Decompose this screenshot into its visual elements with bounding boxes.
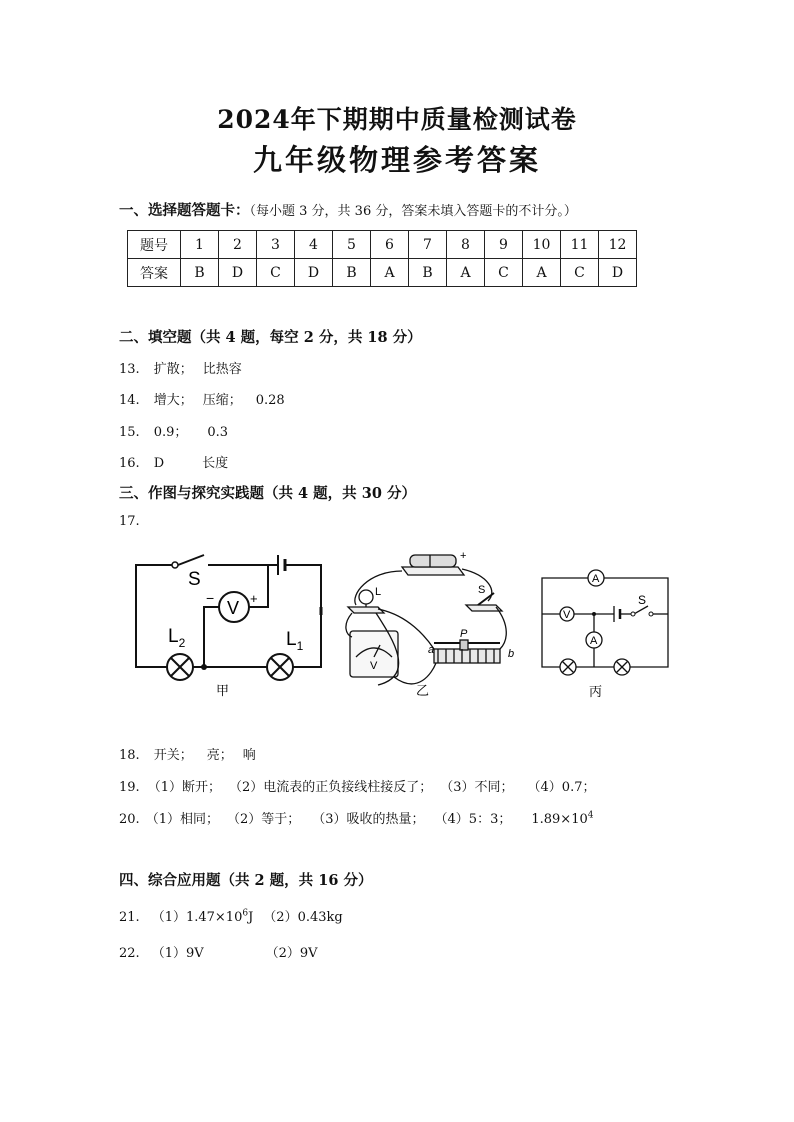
answer-card-table <box>127 230 637 287</box>
table-cell: B <box>409 259 447 287</box>
rheostat-slider <box>460 640 468 650</box>
answer-text: （2）等于； <box>226 812 301 827</box>
answer-text: （3）吸收的热量； <box>312 812 425 827</box>
ammeter-mid-label: A <box>590 635 598 647</box>
junction-dot <box>201 664 207 670</box>
slider-label: P <box>460 628 468 640</box>
wire <box>394 663 436 684</box>
answer-text: 比热容 <box>202 362 242 377</box>
answer-text: 0.3 <box>207 425 229 440</box>
answer-text: （2）电流表的正负接线柱接反了； <box>228 780 433 795</box>
question-number: 15. <box>119 425 140 440</box>
answer-text: （4）5：3； <box>434 812 512 827</box>
voltmeter-label: V <box>563 609 571 621</box>
answer-text: （2）0.43kg <box>263 910 343 925</box>
answer-text: （3）不同； <box>440 780 514 795</box>
answer-text: （1）断开； <box>147 780 221 795</box>
section1-note: （每小题 3 分，共 36 分，答案未填入答题卡的不计分。） <box>249 204 577 219</box>
question-number: 13. <box>119 362 140 377</box>
table-row-numbers <box>128 231 637 259</box>
voltmeter-label: V <box>227 598 240 618</box>
table-row-answers <box>128 259 637 287</box>
switch-blade <box>178 555 204 565</box>
rheostat-end-a: a <box>428 644 435 656</box>
switch-blade <box>634 606 648 614</box>
table-cell: 7 <box>409 231 447 259</box>
answer-text: （1）相同； <box>145 812 219 827</box>
wire <box>204 607 219 667</box>
table-cell: D <box>219 259 257 287</box>
answer-text: 长度 <box>202 456 229 471</box>
table-cell: A <box>523 259 561 287</box>
answer-text: 压缩； <box>202 393 242 408</box>
answer-text: 增大； <box>153 393 193 408</box>
exponent: 4 <box>587 810 594 821</box>
question-number: 18. <box>119 748 140 763</box>
table-cell: A <box>447 259 485 287</box>
answer-text: 0.9； <box>153 425 188 440</box>
exponent: 6 <box>242 908 249 919</box>
question-number: 16. <box>119 456 140 471</box>
answer-text: 响 <box>242 748 256 763</box>
table-cell: 10 <box>523 231 561 259</box>
answer-line-13 <box>119 358 242 377</box>
question-number: 20. <box>119 812 140 827</box>
table-cell: A <box>371 259 409 287</box>
table-cell: C <box>485 259 523 287</box>
table-cell: 2 <box>219 231 257 259</box>
section3-heading: 三、作图与探究实践题（共 4 题，共 30 分） <box>119 485 416 502</box>
switch-contact <box>649 612 653 616</box>
question-number-17: 17. <box>119 514 140 529</box>
answer-unit: J <box>248 910 254 925</box>
answer-line-18 <box>119 744 256 763</box>
table-cell: B <box>181 259 219 287</box>
question-number: 14. <box>119 393 140 408</box>
table-cell: 12 <box>599 231 637 259</box>
question-number: 21. <box>119 910 140 925</box>
table-cell: 4 <box>295 231 333 259</box>
answer-key-title: 九年级物理参考答案 <box>252 143 541 177</box>
lamp-l1-label: $L_1$ <box>286 629 304 653</box>
section1-heading: 一、选择题答题卡： <box>119 202 250 219</box>
exam-title: 2024年下期期中质量检测试卷 <box>217 105 577 134</box>
answer-text: 0.28 <box>255 393 285 408</box>
answer-line-19 <box>119 776 595 795</box>
answer-text: 扩散； <box>153 362 193 377</box>
section1-heading-line <box>119 199 577 220</box>
question-number: 22. <box>119 946 140 961</box>
answer-text: （4）0.7； <box>527 780 596 795</box>
rheostat-end-b: b <box>508 648 515 660</box>
table-cell: B <box>333 259 371 287</box>
table-cell: C <box>561 259 599 287</box>
wire <box>462 569 492 601</box>
voltmeter-face-label: V <box>370 660 378 672</box>
answer-text: （1）9V <box>151 946 204 961</box>
battery-plus: + <box>460 550 467 562</box>
answer-line-22 <box>119 942 318 961</box>
answer-text: （1）1.47×10 <box>151 910 243 925</box>
table-cell: 1 <box>181 231 219 259</box>
caption-jia: 甲 <box>216 683 230 698</box>
table-cell: 9 <box>485 231 523 259</box>
answer-line-16 <box>119 452 228 471</box>
table-cell: 6 <box>371 231 409 259</box>
table-cell: D <box>599 259 637 287</box>
question-number: 19. <box>119 780 140 795</box>
rheostat-coil <box>434 649 500 663</box>
switch-label: S <box>188 569 201 590</box>
wire <box>604 578 668 667</box>
caption-yi: 乙 <box>416 683 430 698</box>
lamp-label: L <box>375 586 382 598</box>
answer-text: D <box>153 456 165 471</box>
junction-dot <box>592 612 596 616</box>
minus-sign: − <box>206 590 215 606</box>
physical-circuit-diagram-yi <box>338 545 528 705</box>
ammeter-top-label: A <box>592 573 600 585</box>
plus-sign: + <box>250 591 258 606</box>
answer-text: 1.89×10 <box>531 812 588 827</box>
table-cell: 3 <box>257 231 295 259</box>
caption-bing: 丙 <box>589 684 603 699</box>
table-cell: 8 <box>447 231 485 259</box>
answer-line-21 <box>119 906 343 925</box>
section4-heading: 四、综合应用题（共 2 题，共 16 分） <box>119 872 373 889</box>
table-cell: C <box>257 259 295 287</box>
answer-text: 亮； <box>206 748 233 763</box>
table-cell: D <box>295 259 333 287</box>
lamp-bulb <box>359 590 373 604</box>
wire <box>290 565 321 667</box>
table-cell: 11 <box>561 231 599 259</box>
wire <box>136 565 178 667</box>
switch-pivot <box>172 562 178 568</box>
lamp-base <box>348 607 384 613</box>
section2-heading: 二、填空题（共 4 题，每空 2 分，共 18 分） <box>119 329 422 346</box>
answer-line-20 <box>119 808 593 827</box>
table-header-cell: 题号 <box>128 231 181 259</box>
lamp-l2-label: $L_2$ <box>168 626 186 650</box>
switch-label: S <box>478 584 486 596</box>
circuit-diagram-bing <box>536 562 686 702</box>
switch-pivot <box>631 612 635 616</box>
wire <box>542 578 588 667</box>
battery-base <box>402 567 464 575</box>
battery-cell <box>410 555 456 567</box>
answer-text: 开关； <box>153 748 193 763</box>
table-header-cell: 答案 <box>128 259 181 287</box>
answer-line-15 <box>119 421 228 440</box>
table-cell: 5 <box>333 231 371 259</box>
switch-label: S <box>638 593 647 607</box>
circuit-diagram-jia <box>128 545 328 705</box>
answer-text: （2）9V <box>265 946 318 961</box>
answer-line-14 <box>119 389 285 408</box>
